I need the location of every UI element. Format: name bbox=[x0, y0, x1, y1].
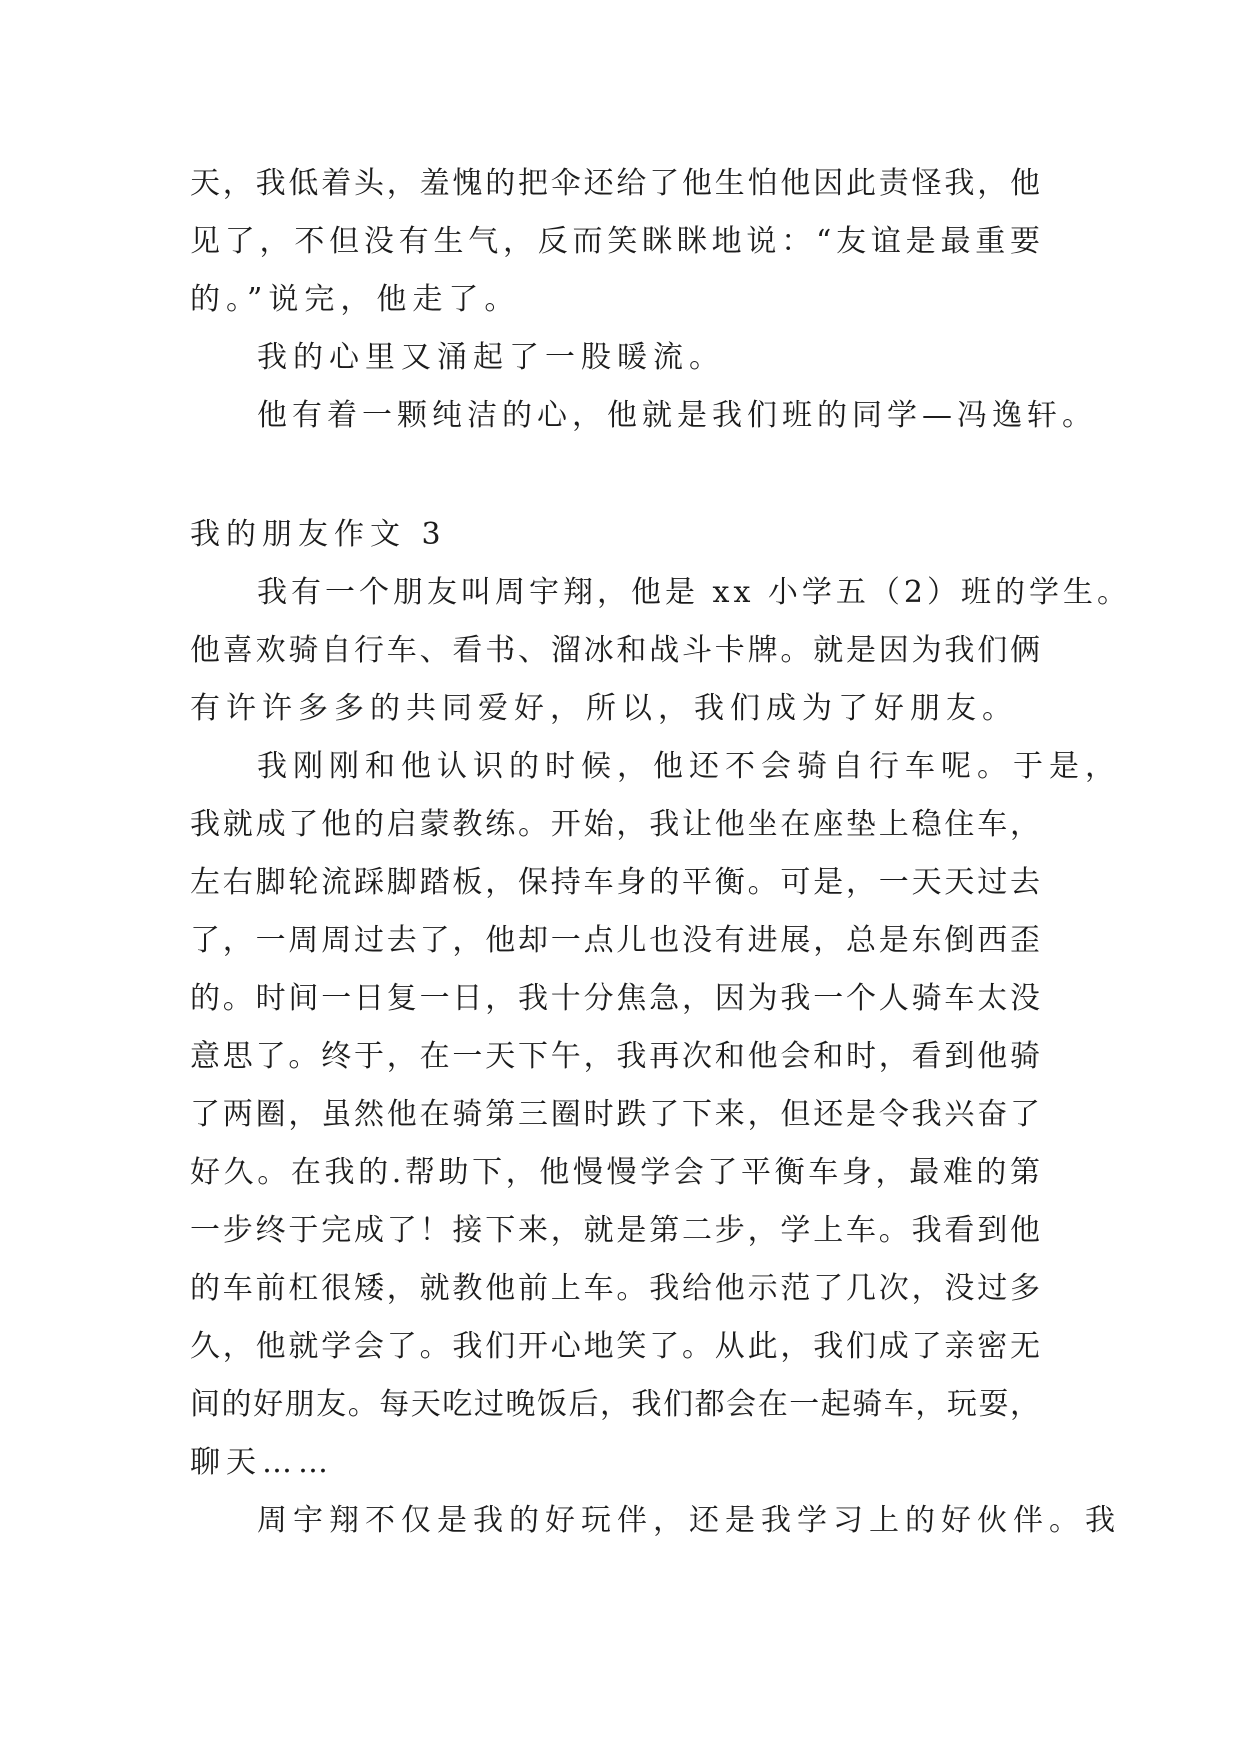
paragraph-e-line-1: 我刚刚和他认识的时候，他还不会骑自行车呢。于是， bbox=[257, 749, 1121, 784]
paragraph-e-line-10: 的车前杠很矮，就教他前上车。我给他示范了几次，没过多 bbox=[190, 1271, 1040, 1306]
paragraph-e-line-6: 意思了。终于，在一天下午，我再次和他会和时，看到他骑 bbox=[190, 1039, 1040, 1074]
section-title: 我的朋友作文 3 bbox=[190, 517, 447, 552]
paragraph-a-line-3: 的。”说完，他走了。 bbox=[190, 282, 521, 317]
paragraph-e-line-13: 聊天…… bbox=[190, 1445, 334, 1480]
paragraph-e-line-8: 好久。在我的.帮助下，他慢慢学会了平衡车身，最难的第 bbox=[190, 1155, 1040, 1190]
paragraph-d-line-2: 他喜欢骑自行车、看书、溜冰和战斗卡牌。就是因为我们俩 bbox=[190, 633, 1040, 668]
paragraph-d-line-1: 我有一个朋友叫周宇翔，他是 xx 小学五（2）班的学生。 bbox=[257, 575, 1131, 610]
paragraph-a-line-2: 见了，不但没有生气，反而笑眯眯地说：“友谊是最重要 bbox=[190, 224, 1040, 259]
paragraph-f-line-1: 周宇翔不仅是我的好玩伴，还是我学习上的好伙伴。我 bbox=[257, 1503, 1121, 1538]
paragraph-e-line-7: 了两圈，虽然他在骑第三圈时跌了下来，但还是令我兴奋了 bbox=[190, 1097, 1040, 1132]
paragraph-b-line-1: 我的心里又涌起了一股暖流。 bbox=[257, 340, 725, 375]
paragraph-c-line-1: 他有着一颗纯洁的心，他就是我们班的同学—冯逸轩。 bbox=[257, 398, 1097, 433]
paragraph-e-line-5: 的。时间一日复一日，我十分焦急，因为我一个人骑车太没 bbox=[190, 981, 1040, 1016]
paragraph-e-line-3: 左右脚轮流踩脚踏板，保持车身的平衡。可是，一天天过去 bbox=[190, 865, 1040, 900]
paragraph-e-line-4: 了，一周周过去了，他却一点儿也没有进展，总是东倒西歪 bbox=[190, 923, 1040, 958]
paragraph-e-line-11: 久，他就学会了。我们开心地笑了。从此，我们成了亲密无 bbox=[190, 1329, 1040, 1364]
paragraph-a-line-1: 天，我低着头，羞愧的把伞还给了他生怕他因此责怪我，他 bbox=[190, 166, 1040, 201]
paragraph-e-line-9: 一步终于完成了！接下来，就是第二步，学上车。我看到他 bbox=[190, 1213, 1040, 1248]
paragraph-e-line-12: 间的好朋友。每天吃过晚饭后，我们都会在一起骑车，玩耍， bbox=[190, 1387, 1040, 1422]
paragraph-d-line-3: 有许许多多的共同爱好，所以，我们成为了好朋友。 bbox=[190, 691, 1018, 726]
paragraph-e-line-2: 我就成了他的启蒙教练。开始，我让他坐在座垫上稳住车， bbox=[190, 807, 1040, 842]
